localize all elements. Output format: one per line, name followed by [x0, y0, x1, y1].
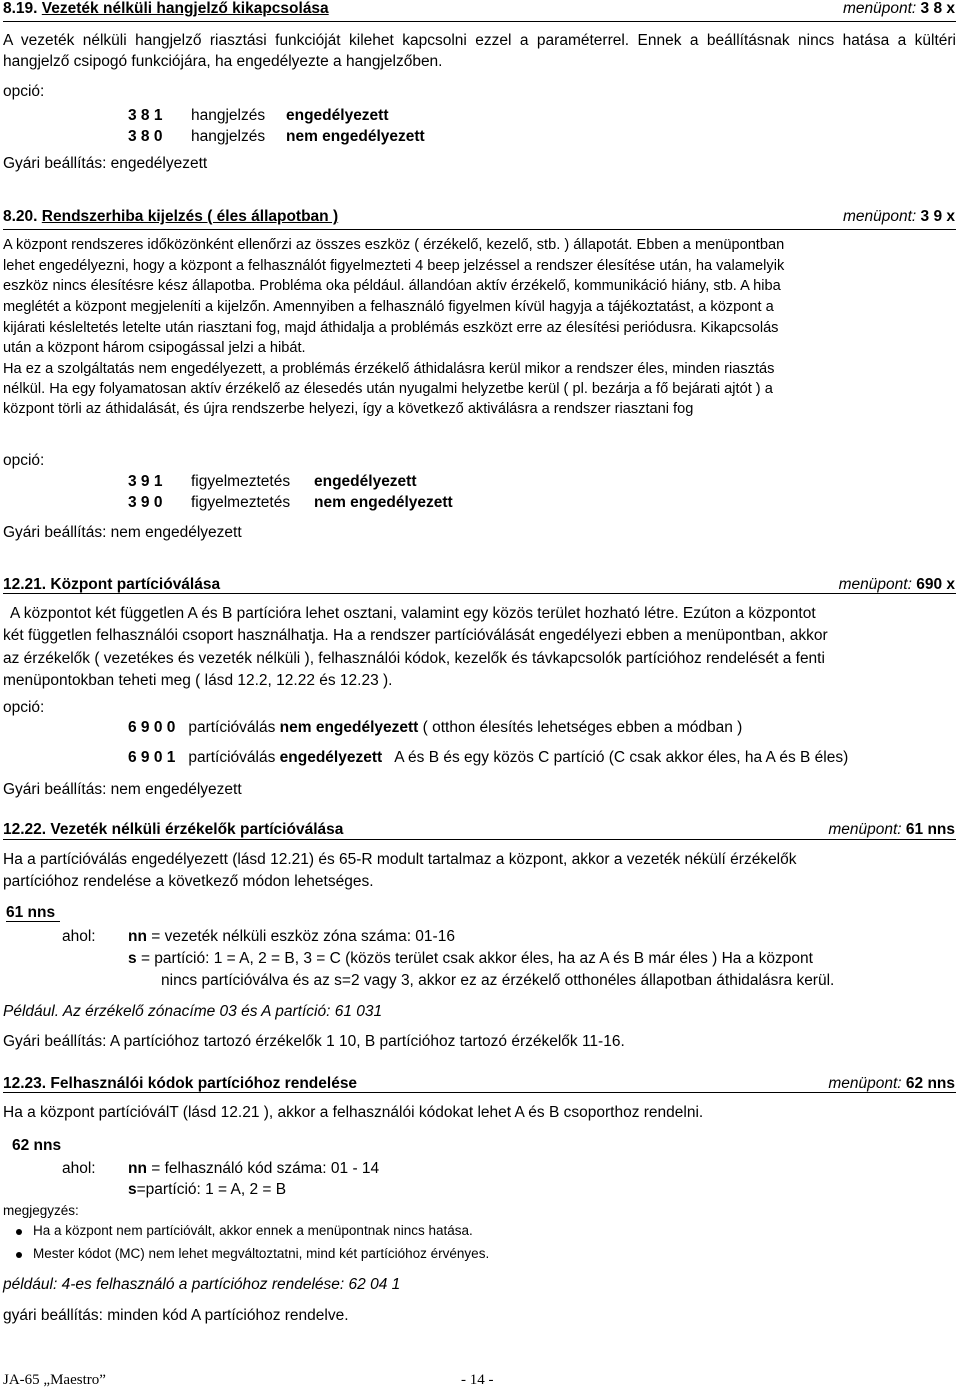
- section-title: Központ partícióválása: [50, 576, 221, 593]
- heading-underline: [3, 1092, 956, 1093]
- paragraph-line: után a központ három csipogással jelzi a hibát.: [3, 340, 306, 356]
- section-heading-12-23: 12.23. Felhasználói kódok partícióhoz rendelése: [3, 1075, 358, 1092]
- paragraph-line: nélkül. Ha egy folyamatosan aktív érzékelő az élesedés után nyugalmi helyzetbe kerül ( pl. bezárja a fő bejárati ajtót ) a: [3, 381, 773, 397]
- paragraph: Ha a központ partícióválT (lásd 12.21 ), akkor a felhasználói kódokat lehet A és B csoporthoz rendelni.: [3, 1104, 704, 1121]
- section-heading-8-20: 8.20. Rendszerhiba kijelzés ( éles állapotban ): [3, 208, 339, 225]
- paragraph-line: az érzékelők ( vezetékes és vezeték nélküli ), felhasználói kódok, kezelők és távkapcsolók partícióhoz rendelését a fenti: [3, 650, 825, 667]
- option-note: ( otthon élesítés lehetséges ebben a módban ): [422, 719, 743, 736]
- default-setting: Gyári beállítás: nem engedélyezett: [3, 781, 242, 798]
- option-code: 6 9 0 1: [128, 749, 176, 766]
- section-heading-12-21: 12.21. Központ partícióválása: [3, 576, 221, 593]
- menu-reference: menüpont: 3 9 x: [842, 208, 955, 225]
- option-label: opció:: [3, 699, 45, 716]
- menu-reference: menüpont: 62 nns: [828, 1075, 955, 1092]
- paragraph-line: A központot két független A és B partícióra lehet osztani, valamint egy közös terület hozható létre. Ezúton a központot: [10, 605, 816, 622]
- default-setting: Gyári beállítás: nem engedélyezett: [3, 524, 242, 541]
- option-code: 3 9 1: [128, 473, 163, 490]
- section-title: Vezeték nélküli érzékelők partícióválása: [50, 821, 344, 838]
- option-label: opció:: [3, 83, 45, 100]
- example: Például. Az érzékelő zónacíme 03 és A partíció: 61 031: [3, 1003, 383, 1020]
- option-code: 3 8 1: [128, 107, 163, 124]
- section-heading-8-19: 8.19. Vezeték nélküli hangjelző kikapcsolása: [3, 0, 329, 17]
- option-state: engedélyezett: [286, 107, 389, 124]
- note-item: Ha a központ nem partícióvált, akkor ennek a menüpontnak nincs hatása.: [33, 1223, 473, 1238]
- example: például: 4-es felhasználó a partícióhoz rendelése: 62 04 1: [3, 1276, 401, 1293]
- menu-reference: menüpont: 690 x: [838, 576, 955, 593]
- paragraph-line: két független felhasználói csoport használhatja. Ha a rendszer partícióválását engedélyezi ebben a menüpontban, akkor: [3, 627, 828, 644]
- default-setting: gyári beállítás: minden kód A partícióhoz rendelve.: [3, 1307, 349, 1324]
- option-text: partícióválás: [188, 719, 276, 736]
- option-row: [128, 719, 742, 737]
- option-text: figyelmeztetés: [191, 494, 291, 511]
- definition-s: s = partíció: 1 = A, 2 = B, 3 = C (közös terület csak akkor éles, ha az A és B már éles ) Ha a központ: [128, 950, 813, 967]
- menu-code: 62 nns: [12, 1137, 62, 1154]
- heading-underline: [3, 839, 956, 840]
- heading-underline: [3, 229, 956, 230]
- option-label: opció:: [3, 452, 45, 469]
- menu-reference: menüpont: 3 8 x: [842, 0, 955, 17]
- paragraph-line: Ha a partícióválás engedélyezett (lásd 12.21) és 65-R modult tartalmaz a központ, akkor a vezeték nékülí érzékelők: [3, 851, 797, 868]
- definition-nn: nn = vezeték nélküli eszköz zóna száma: 01-16: [128, 928, 455, 945]
- option-text: figyelmeztetés: [191, 473, 291, 490]
- heading-underline: [3, 21, 956, 22]
- where-label: ahol:: [62, 1160, 96, 1177]
- option-row: [128, 749, 848, 767]
- paragraph-line: partícióhoz rendelése a következő módon lehetséges.: [3, 873, 374, 890]
- option-state: nem engedélyezett: [314, 494, 453, 511]
- paragraph-line: A központ rendszeres időközönként ellenőrzi az összes eszköz ( érzékelő, kezelő, stb. ) állapotát. Ebben a menüpontban: [3, 237, 785, 253]
- bullet-icon: [16, 1229, 22, 1235]
- definition-nn: nn = felhasználó kód száma: 01 - 14: [128, 1160, 380, 1177]
- section-heading-12-22: 12.22. Vezeték nélküli érzékelők partícióválása: [3, 821, 344, 838]
- paragraph-line: lehet engedélyezni, hogy a központ a felhasználót figyelmezteti 4 beep jelzéssel a rendszer élesítése után, ha valamelyik: [3, 258, 785, 274]
- option-state: engedélyezett: [279, 749, 383, 766]
- code-underline: [6, 921, 60, 922]
- section-title: Vezeték nélküli hangjelző kikapcsolása: [41, 0, 329, 17]
- paragraph-line: meglétét a központ megjeleníti a kijelzőn. Amennyiben a felhasználó figyelmen kívül hagyja a tájékoztatást, a központ a: [3, 299, 774, 315]
- paragraph-line: kijárati késleltetés letelte után riasztani fog, majd áthidalja a problémás eszközt erre az élesítési periódusra. Kikapcsolás: [3, 320, 779, 336]
- paragraph-line: menüpontokban teheti meg ( lásd 12.2, 12.22 és 12.23 ).: [3, 672, 393, 689]
- default-setting: Gyári beállítás: engedélyezett: [3, 155, 208, 172]
- option-text: hangjelzés: [191, 107, 266, 124]
- note-label: megjegyzés:: [3, 1203, 79, 1218]
- section-title: Felhasználói kódok partícióhoz rendelése: [50, 1075, 358, 1092]
- definition-s-cont: nincs partícióválva és az s=2 vagy 3, akkor ez az érzékelő otthonéles állapotban áthidalásra kerül.: [161, 972, 835, 989]
- where-label: ahol:: [62, 928, 96, 945]
- option-state: nem engedélyezett: [279, 719, 419, 736]
- option-code: 6 9 0 0: [128, 719, 176, 736]
- section-title: Rendszerhiba kijelzés ( éles állapotban ): [41, 208, 339, 225]
- option-state: nem engedélyezett: [286, 128, 425, 145]
- menu-reference: menüpont: 61 nns: [828, 821, 955, 838]
- bullet-icon: [16, 1252, 22, 1258]
- footer-document-name: JA-65 „Maestro”: [3, 1372, 106, 1388]
- option-code: 3 9 0: [128, 494, 163, 511]
- option-code: 3 8 0: [128, 128, 163, 145]
- option-text: hangjelzés: [191, 128, 266, 145]
- note-item: Mester kódot (MC) nem lehet megváltoztatni, mind két partícióhoz érvényes.: [33, 1246, 490, 1261]
- paragraph-line: Ha ez a szolgáltatás nem engedélyezett, a problémás érzékelő áthidalásra kerül mikor a rendszer éles, minden riasztás: [3, 361, 775, 377]
- menu-code: 61 nns: [6, 904, 56, 921]
- paragraph-line: központ törli az áthidalását, és újra rendszerbe helyezi, így a következő aktiválásra a rendszer riasztani fog: [3, 401, 694, 417]
- footer-page-number: - 14 -: [461, 1372, 494, 1388]
- option-note: A és B és egy közös C partíció (C csak akkor éles, ha A és B éles): [394, 749, 849, 766]
- definition-s: s=partíció: 1 = A, 2 = B: [128, 1181, 287, 1198]
- paragraph-line: eszköz nincs élesítésre kész állapotba. Probléma oka például. állandóan aktív érzékelő, kommunikáció hiány, stb. A hiba: [3, 278, 781, 294]
- default-setting: Gyári beállítás: A partícióhoz tartozó érzékelők 1 10, B partícióhoz tartozó érzékelők 11-16.: [3, 1033, 625, 1050]
- paragraph: A vezeték nélküli hangjelző riasztási funkcióját kilehet kapcsolni ezzel a paraméterrel. Ennek a beállításnak nincs hatása a kültéri hangjelző csipogó funkciójára, ha engedélyezte a hangjelzőben.: [3, 32, 956, 70]
- option-text: partícióválás: [188, 749, 276, 766]
- option-state: engedélyezett: [314, 473, 417, 490]
- heading-underline: [3, 593, 956, 594]
